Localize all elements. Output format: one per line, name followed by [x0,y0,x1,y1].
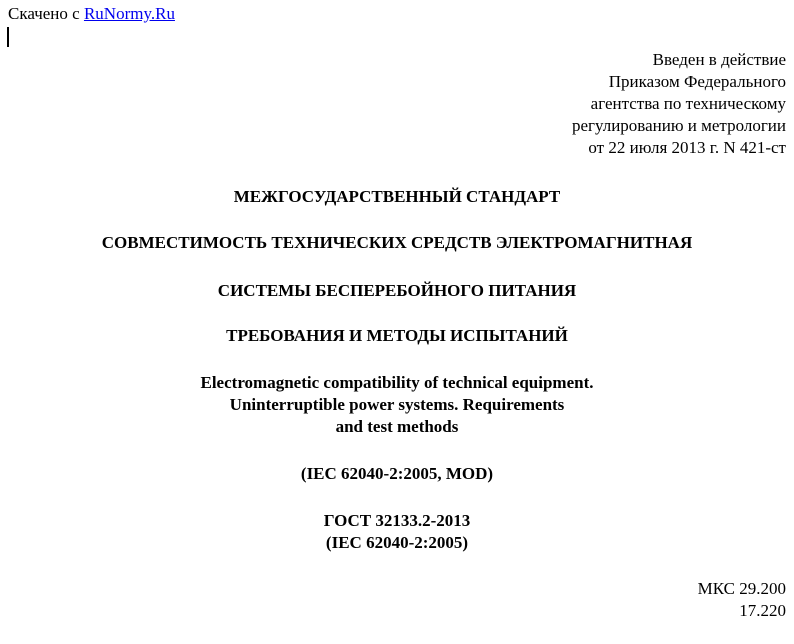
download-source-prefix: Скачено с [8,4,80,23]
runormy-link[interactable]: RuNormy.Ru [83,4,175,23]
download-source-line [8,4,175,24]
classification-code: МКС 29.200 [697,579,786,598]
iec-mod-reference: (IEC 62040-2:2005, MOD) [300,464,494,483]
standard-title-3: ТРЕБОВАНИЯ И МЕТОДЫ ИСПЫТАНИЙ [226,326,568,345]
english-title-line: Electromagnetic compatibility of technical equipment. [200,373,594,392]
iec-reference: (IEC 62040-2:2005) [325,533,469,552]
classification-code: 17.220 [739,601,786,620]
enactment-line: агентства по техническому [590,94,786,113]
text-cursor [7,27,9,47]
enactment-line: Введен в действие [652,50,786,69]
gost-number: ГОСТ 32133.2-2013 [323,511,471,530]
enactment-line: Приказом Федерального [608,72,786,91]
standard-title-2: СИСТЕМЫ БЕСПЕРЕБОЙНОГО ПИТАНИЯ [217,281,577,300]
enactment-line: регулированию и метрологии [571,116,786,135]
classification-codes [698,578,786,622]
enactment-line: от 22 июля 2013 г. N 421-ст [588,138,786,157]
standard-type-heading: МЕЖГОСУДАРСТВЕННЫЙ СТАНДАРТ [233,187,561,206]
english-title [0,372,794,438]
english-title-line: Uninterruptible power systems. Requirements [229,395,565,414]
enactment-note [572,49,786,159]
standard-title-1: СОВМЕСТИМОСТЬ ТЕХНИЧЕСКИХ СРЕДСТВ ЭЛЕКТРОМАГНИТНАЯ [101,233,693,252]
english-title-line: and test methods [335,417,459,436]
